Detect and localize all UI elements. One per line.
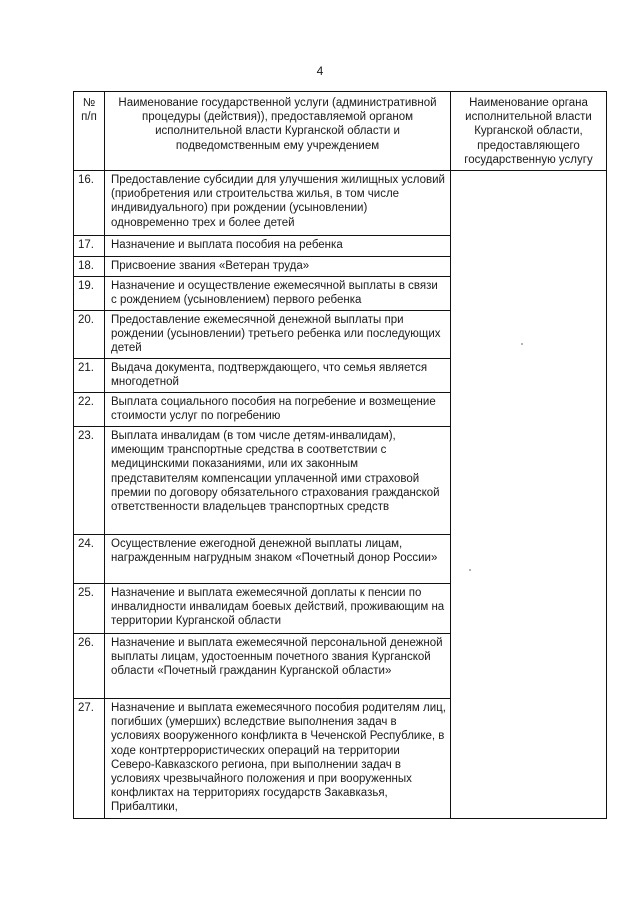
row-service-name: Осуществление ежегодной денежной выплаты лицам, награжденным нагрудным знаком «Почетный донор России»	[105, 535, 451, 584]
row-number: 17.	[74, 236, 105, 257]
authority-cell	[451, 171, 607, 819]
table-row	[74, 171, 607, 236]
header-number: № п/п	[74, 92, 105, 171]
row-service-name: Назначение и выплата ежемесячной персональной денежной выплаты лицам, удостоенным почетного звания Курганской области «Почетный гражданин Курганской области»	[105, 634, 451, 699]
row-number: 24.	[74, 535, 105, 584]
table-header-row	[74, 92, 607, 171]
scan-speck	[521, 343, 523, 345]
row-service-name: Выплата социального пособия на погребение и возмещение стоимости услуг по погребению	[105, 393, 451, 427]
row-service-name: Назначение и выплата пособия на ребенка	[105, 236, 451, 257]
row-number: 20.	[74, 311, 105, 359]
row-service-name: Выдача документа, подтверждающего, что семья является многодетной	[105, 359, 451, 393]
scan-speck	[469, 569, 471, 571]
row-service-name: Предоставление ежемесячной денежной выплаты при рождении (усыновлении) третьего ребенка или последующих детей	[105, 311, 451, 359]
row-number: 26.	[74, 634, 105, 699]
page-number: 4	[316, 64, 324, 78]
row-number: 27.	[74, 699, 105, 819]
row-number: 21.	[74, 359, 105, 393]
header-service-name: Наименование государственной услуги (административной процедуры (действия)), предоставляемой органом исполнительной власти Курганской области и подведомственным ему учреждением	[105, 92, 451, 171]
row-number: 22.	[74, 393, 105, 427]
row-service-name: Предоставление субсидии для улучшения жилищных условий (приобретения или строительства жилья, в том числе индивидуального) при рождении (усыновлении) одновременно трех и более детей	[105, 171, 451, 236]
row-service-name: Назначение и выплата ежемесячного пособия родителям лиц, погибших (умерших) вследствие выполнения задач в условиях вооруженного конфликта в Чеченской Республике, в ходе контртеррористических операций на территории Северо-Кавказского региона, при выполнении задач в условиях чрезвычайного положения и при вооруженных конфликтах на территориях государств Закавказья, Прибалтики,	[105, 699, 451, 819]
row-service-name: Назначение и выплата ежемесячной доплаты к пенсии по инвалидности инвалидам боевых действий, проживающим на территории Курганской области	[105, 584, 451, 634]
row-number: 16.	[74, 171, 105, 236]
services-table	[73, 91, 607, 819]
row-service-name: Выплата инвалидам (в том числе детям-инвалидам), имеющим транспортные средства в соответствии с медицинскими показаниями, или их законным представителям компенсации уплаченной ими страховой премии по договору обязательного страхования гражданской ответственности владельцев транспортных средств	[105, 427, 451, 535]
row-number: 19.	[74, 277, 105, 311]
row-number: 25.	[74, 584, 105, 634]
row-service-name: Назначение и осуществление ежемесячной выплаты в связи с рождением (усыновлением) первого ребенка	[105, 277, 451, 311]
row-number: 18.	[74, 257, 105, 277]
row-number: 23.	[74, 427, 105, 535]
row-service-name: Присвоение звания «Ветеран труда»	[105, 257, 451, 277]
header-authority: Наименование органа исполнительной власти Курганской области, предоставляющего государственную услугу	[451, 92, 607, 171]
